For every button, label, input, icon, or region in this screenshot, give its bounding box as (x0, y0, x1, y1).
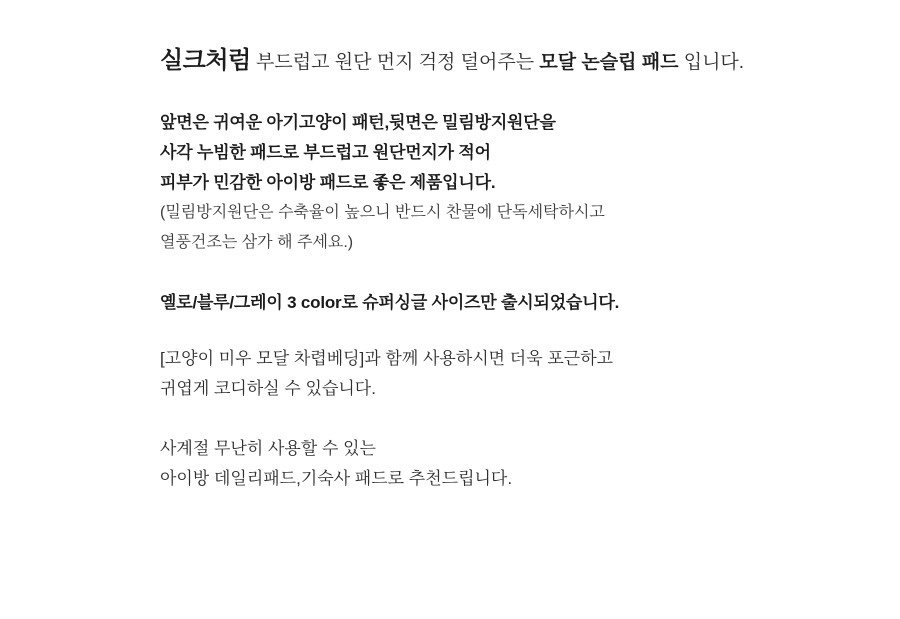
headline-strong: 모달 논슬립 패드 (539, 52, 679, 73)
usage-section (160, 434, 840, 494)
care-line: 열풍건조는 삼가 해 주세요.) (160, 234, 354, 251)
feature-line: 피부가 민감한 아이방 패드로 좋은 제품입니다. (160, 173, 496, 192)
coordination-line: 귀엽게 코디하실 수 있습니다. (160, 379, 376, 398)
headline-tail: 입니다. (678, 52, 745, 73)
coordination-line: [고양이 미우 모달 차렵베딩]과 함께 사용하시면 더욱 포근하고 (160, 349, 614, 368)
options-section (160, 288, 840, 318)
usage-line: 사계절 무난히 사용할 수 있는 (160, 439, 376, 458)
coordination-section (160, 344, 840, 404)
options-line: 옐로/블루/그레이 3 color로 슈퍼싱글 사이즈만 출시되었습니다. (160, 293, 620, 312)
headline (160, 46, 840, 78)
feature-line: 앞면은 귀여운 아기고양이 패턴,뒷면은 밀림방지원단을 (160, 113, 556, 132)
feature-line: 사각 누빔한 패드로 부드럽고 원단먼지가 적어 (160, 143, 491, 162)
headline-emphasis: 실크처럼 (160, 47, 251, 74)
care-line: (밀림방지원단은 수축율이 높으니 반드시 찬물에 단독세탁하시고 (160, 204, 605, 221)
care-section (160, 198, 840, 258)
headline-middle: 부드럽고 원단 먼지 걱정 덜어주는 (250, 52, 540, 73)
features-section (160, 108, 840, 198)
usage-line: 아이방 데일리패드,기숙사 패드로 추천드립니다. (160, 469, 513, 488)
